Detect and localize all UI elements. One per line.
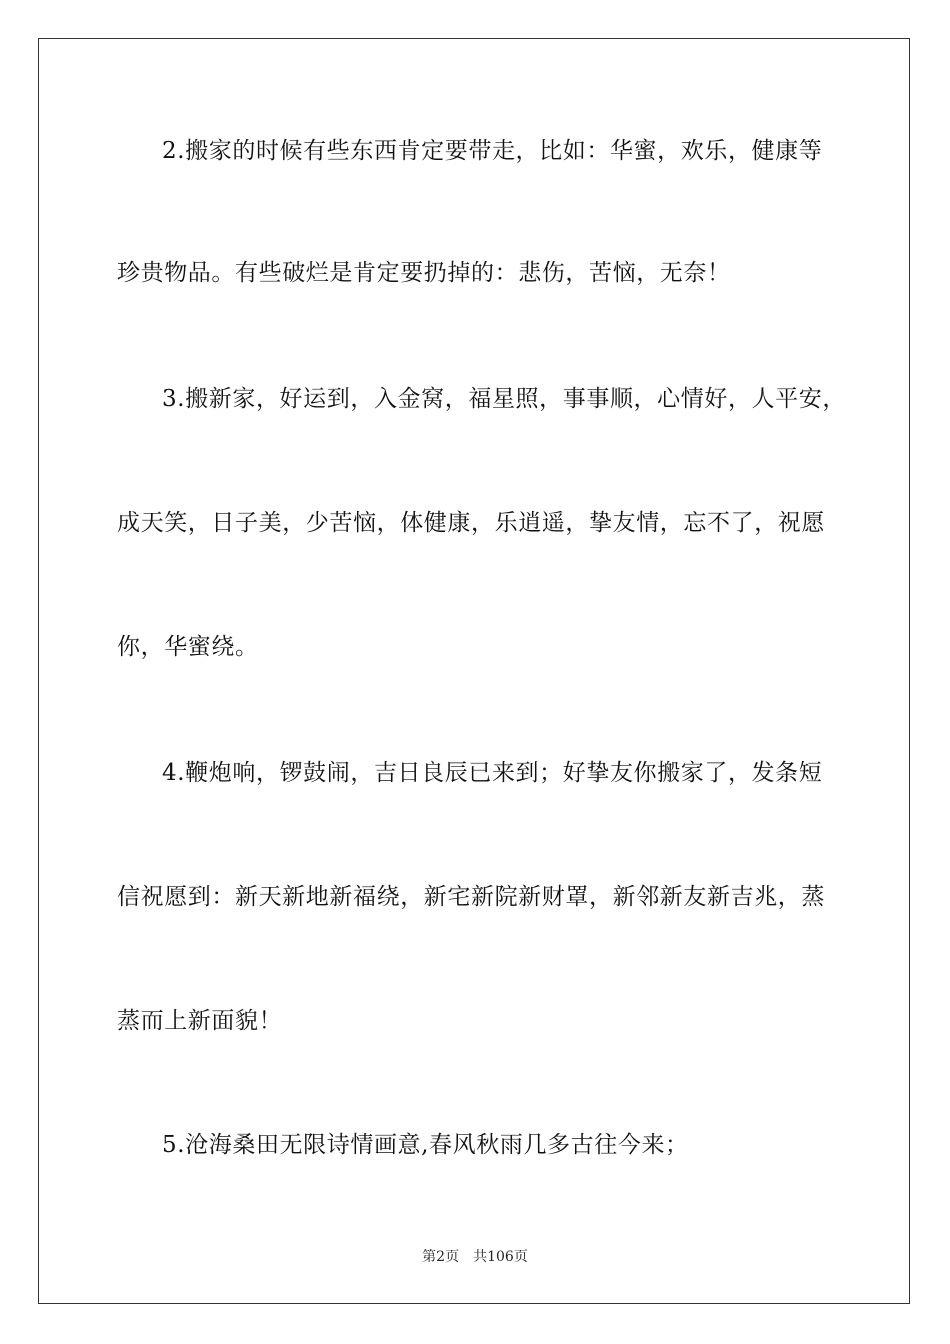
page-footer bbox=[0, 1248, 950, 1266]
paragraph-3-line-3: 你，华蜜绕。 bbox=[117, 634, 259, 660]
paragraph-2-line-2: 珍贵物品。有些破烂是肯定要扔掉的：悲伤，苦恼，无奈！ bbox=[117, 260, 731, 286]
paragraph-3-line-1: 3.搬新家，好运到，入金窝，福星照，事事顺，心情好，人平安， bbox=[162, 386, 846, 412]
paragraph-5-line-1: 5.沧海桑田无限诗情画意,春风秋雨几多古往今来； bbox=[162, 1132, 689, 1158]
paragraph-3-line-2: 成天笑，日子美，少苦恼，体健康，乐逍遥，挚友情，忘不了，祝愿 bbox=[117, 510, 825, 536]
total-pages: 共106页 bbox=[473, 1249, 528, 1265]
paragraph-4-line-2: 信祝愿到：新天新地新福绕，新宅新院新财罩，新邻新友新吉兆，蒸 bbox=[117, 884, 825, 910]
paragraph-4-line-3: 蒸而上新面貌！ bbox=[117, 1008, 283, 1034]
paragraph-2-line-1: 2.搬家的时候有些东西肯定要带走，比如：华蜜，欢乐，健康等 bbox=[162, 138, 823, 164]
paragraph-4-line-1: 4.鞭炮响，锣鼓闹，吉日良辰已来到；好挚友你搬家了，发条短 bbox=[162, 760, 823, 786]
page-number: 第2页 bbox=[422, 1249, 460, 1265]
page-border bbox=[38, 38, 910, 1304]
